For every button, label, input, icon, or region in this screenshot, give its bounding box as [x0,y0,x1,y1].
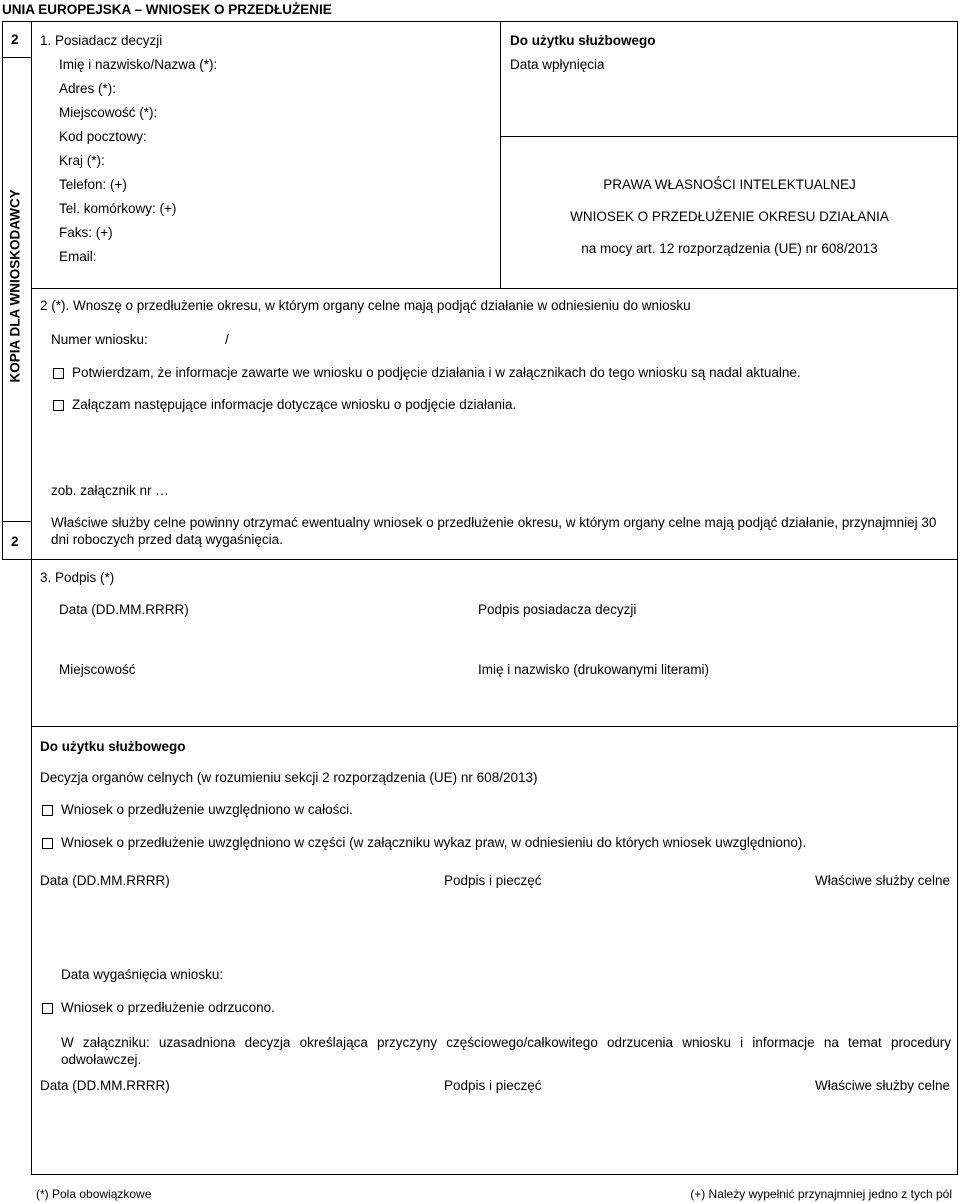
expiry-date-label: Data wygaśnięcia wniosku: [61,967,224,982]
application-number-separator: / [225,332,229,347]
field-phone: Telefon: (+) [59,177,127,192]
signature-date-label: Data (DD.MM.RRRR) [59,602,189,617]
rejected-text: Wniosek o przedłużenie odrzucono. [61,1000,275,1015]
decision-date-label: Data (DD.MM.RRRR) [40,873,170,888]
mandatory-fields-note: (*) Pola obowiązkowe [36,1187,152,1201]
section1-heading: 1. Posiadacz decyzji [40,33,163,48]
field-mobile: Tel. komórkowy: (+) [59,201,177,216]
extension-title: WNIOSEK O PRZEDŁUŻENIE OKRESU DZIAŁANIA [570,209,889,224]
field-city: Miejscowość (*): [59,105,158,120]
ip-rights-title: PRAWA WŁASNOŚCI INTELEKTUALNEJ [603,177,856,192]
deadline-note: Właściwe służby celne powinny otrzymać ewentualny wniosek o przedłużenie okresu, w którym organy celne mają podjąć działanie, przynajmniej 30 dni roboczych przed datą wygaśnięcia. [51,515,937,547]
section2-heading: 2 (*). Wnoszę o przedłużenie okresu, w którym organy celne mają podjąć działanie w odniesieniu do wniosku [40,298,691,313]
annex-reference: zob. załącznik nr … [51,483,169,498]
field-postcode: Kod pocztowy: [59,129,147,144]
decision-stamp-label: Podpis i pieczęć [444,873,542,888]
attach-checkbox[interactable] [53,400,64,411]
holder-signature-label: Podpis posiadacza decyzji [478,602,637,617]
received-date-label: Data wpłynięcia [510,57,605,72]
official2-heading: Do użytku służbowego [40,739,186,754]
rejection-date-label: Data (DD.MM.RRRR) [40,1078,170,1093]
customs-decision-label: Decyzja organów celnych (w rozumieniu sekcji 2 rozporządzenia (UE) nr 608/2013) [40,770,538,785]
granted-partial-text: Wniosek o przedłużenie uwzględniono w części (w załączniku wykaz praw, w odniesieniu do których wniosek uwzględniono). [61,835,807,850]
confirm-checkbox[interactable] [53,368,64,379]
rejection-note: W załączniku: uzasadniona decyzja określająca przyczyny częściowego/całkowitego odrzucenia wniosku i informacje na temat procedury odwoławczej. [61,1035,951,1067]
granted-full-text: Wniosek o przedłużenie uwzględniono w całości. [61,802,353,817]
side-number-bottom: 2 [11,534,19,549]
confirm-text: Potwierdzam, że informacje zawarte we wniosku o podjęcie działania i w załącznikach do tego wniosku są nadal aktualne. [72,365,801,380]
attach-text: Załączam następujące informacje dotyczące wniosku o podjęcie działania. [72,397,517,412]
official-heading: Do użytku służbowego [510,33,656,48]
rejection-office-label: Właściwe służby celne [814,1078,950,1093]
regulation-ref: na mocy art. 12 rozporządzenia (UE) nr 608/2013 [581,241,878,256]
signature-place-label: Miejscowość [59,662,136,677]
page-title: UNIA EUROPEJSKA – WNIOSEK O PRZEDŁUŻENIE [2,2,332,17]
application-number-label: Numer wniosku: [51,332,148,347]
vertical-copy-label: KOPIA DLA WNIOSKODAWCY [7,189,23,383]
granted-partial-checkbox[interactable] [42,838,53,849]
field-address: Adres (*): [59,81,117,96]
optional-fields-note: (+) Należy wypełnić przynajmniej jedno z tych pól [690,1187,952,1201]
side-number-top: 2 [11,32,19,47]
field-name: Imię i nazwisko/Nazwa (*): [59,57,218,72]
field-email: Email: [59,249,97,264]
granted-full-checkbox[interactable] [42,805,53,816]
decision-office-label: Właściwe służby celne [814,873,950,888]
field-country: Kraj (*): [59,153,105,168]
section3-heading: 3. Podpis (*) [40,570,115,585]
rejected-checkbox[interactable] [42,1003,53,1014]
field-fax: Faks: (+) [59,225,113,240]
rejection-stamp-label: Podpis i pieczęć [444,1078,542,1093]
printed-name-label: Imię i nazwisko (drukowanymi literami) [478,662,710,677]
